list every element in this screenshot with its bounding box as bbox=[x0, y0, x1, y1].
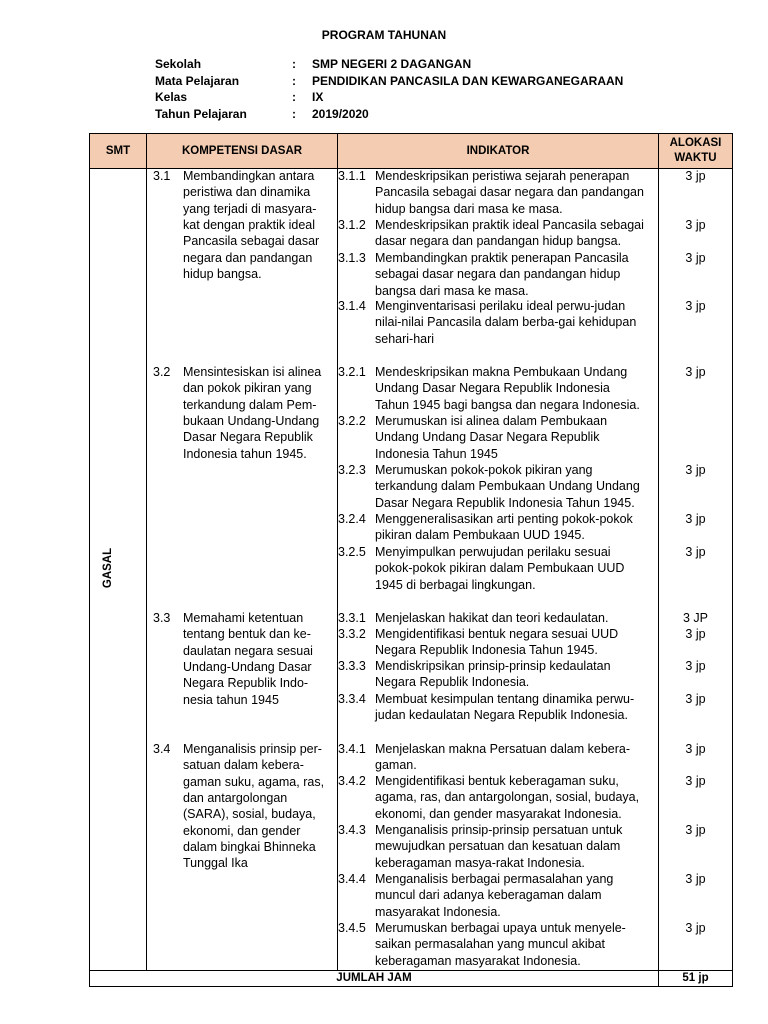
header-smt: SMT bbox=[105, 144, 131, 157]
indikator-text-line: Menyimpulkan perwujudan perilaku sesuai bbox=[375, 545, 611, 559]
indikator-number: 3.3.1 bbox=[338, 611, 366, 625]
indikator-text-line: agama, ras, dan antargolongan, sosial, budaya, bbox=[375, 790, 640, 805]
indikator-text-line: Indonesia Tahun 1945 bbox=[375, 446, 498, 461]
indikator-text-line: Mengidentifikasi bentuk negara sesuai UUD bbox=[375, 627, 619, 641]
indikator-text-line: 1945 di berbagai lingkungan. bbox=[375, 577, 536, 592]
kd-text-line: gaman suku, agama, ras, bbox=[183, 774, 325, 789]
info-label: Sekolah bbox=[155, 57, 202, 71]
info-value: PENDIDIKAN PANCASILA DAN KEWARGANEGARAAN bbox=[312, 73, 624, 88]
indikator-text-line: Merumuskan isi alinea dalam Pembukaan bbox=[375, 414, 608, 428]
indikator-text-line: Pancasila sebagai dasar negara dan pandangan bbox=[375, 185, 644, 200]
indikator-text-line: Mendeskripsikan peristiwa sejarah penerapan bbox=[375, 169, 630, 183]
indikator-text-line: Menganalisis prinsip-prinsip persatuan untuk bbox=[375, 823, 623, 837]
indikator-text-line: pokok-pokok pikiran dalam Pembukaan UUD bbox=[375, 561, 625, 576]
indikator-number: 3.4.3 bbox=[338, 823, 366, 837]
alokasi-waktu-value: 3 jp bbox=[685, 742, 706, 756]
info-value: 2019/2020 bbox=[312, 106, 369, 121]
indikator-text-line: judan kedaulatan Negara Republik Indonesia. bbox=[375, 708, 628, 723]
page-title: PROGRAM TAHUNAN bbox=[321, 28, 447, 42]
kd-text-line: peristiwa dan dinamika bbox=[183, 185, 311, 200]
column-divider bbox=[146, 134, 147, 970]
info-row-kelas bbox=[155, 89, 623, 106]
info-label: Kelas bbox=[155, 90, 188, 104]
alokasi-waktu-value: 3 jp bbox=[685, 774, 706, 788]
info-value: IX bbox=[312, 90, 324, 104]
alokasi-waktu-value: 3 jp bbox=[685, 627, 706, 641]
alokasi-waktu-value: 3 jp bbox=[685, 512, 706, 526]
footer-total-value: 51 jp bbox=[682, 972, 709, 984]
indikator-text-line: ekonomi, dan gender masyarakat Indonesia. bbox=[375, 806, 622, 821]
indikator-text-line: Tahun 1945 bagi bangsa dan negara Indonesia. bbox=[375, 397, 640, 412]
alokasi-waktu-value: 3 jp bbox=[685, 545, 706, 559]
header-alokasi-waktu bbox=[659, 134, 732, 168]
kd-text-line: Menganalisis prinsip per- bbox=[183, 742, 322, 756]
kd-number: 3.2 bbox=[153, 365, 171, 379]
kd-text-line: negara dan pandangan bbox=[183, 250, 313, 265]
indikator-number: 3.3.3 bbox=[338, 659, 366, 673]
kd-text-line: (SARA), sosial, budaya, bbox=[183, 807, 316, 822]
indikator-text-line: Membandingkan praktik penerapan Pancasila bbox=[375, 251, 629, 265]
header-waktu-line: WAKTU bbox=[674, 152, 717, 164]
indikator-text-line: Menginventarisasi perilaku ideal perwu-judan bbox=[375, 299, 626, 313]
indikator-number: 3.1.1 bbox=[338, 169, 366, 183]
indikator-text-line: masyarakat Indonesia. bbox=[375, 904, 501, 919]
indikator-text-line: hidup bangsa dari masa ke masa. bbox=[375, 201, 563, 216]
indikator-text-line: sehari-hari bbox=[375, 331, 435, 346]
alokasi-waktu-value: 3 jp bbox=[685, 823, 706, 837]
alokasi-waktu-value: 3 JP bbox=[682, 611, 708, 625]
info-block bbox=[155, 56, 623, 122]
info-colon: : bbox=[292, 57, 296, 71]
indikator-text-line: Negara Republik Indonesia. bbox=[375, 675, 530, 690]
alokasi-waktu-value: 3 jp bbox=[685, 365, 706, 379]
kd-text-line: daulatan negara sesuai bbox=[183, 643, 313, 658]
indikator-text-line: Mendeskripsikan praktik ideal Pancasila sebagai bbox=[375, 218, 644, 232]
indikator-text-line: Menganalisis berbagai permasalahan yang bbox=[375, 872, 614, 886]
kd-text-line: tentang bentuk dan ke- bbox=[183, 627, 311, 642]
indikator-number: 3.2.4 bbox=[338, 512, 366, 526]
indikator-text-line: nilai-nilai Pancasila dalam berba-gai kehidupan bbox=[375, 315, 637, 330]
indikator-number: 3.3.4 bbox=[338, 692, 366, 706]
indikator-text-line: dasar negara dan pandangan hidup bangsa. bbox=[375, 234, 622, 249]
indikator-text-line: bangsa dari masa ke masa. bbox=[375, 283, 529, 298]
alokasi-waktu-value: 3 jp bbox=[685, 299, 706, 313]
info-row-mapel bbox=[155, 73, 623, 90]
header-kompetensi-dasar: KOMPETENSI DASAR bbox=[181, 144, 303, 157]
indikator-text-line: Undang Dasar Negara Republik Indonesia bbox=[375, 381, 610, 396]
indikator-text-line: pikiran dalam Pembukaan UUD 1945. bbox=[375, 528, 585, 543]
indikator-number: 3.4.2 bbox=[338, 774, 366, 788]
alokasi-waktu-value: 3 jp bbox=[685, 921, 706, 935]
kd-text-line: dan pokok pikiran yang bbox=[183, 381, 312, 396]
header-alokasi-line: ALOKASI bbox=[669, 137, 722, 149]
kd-number: 3.1 bbox=[153, 169, 171, 183]
alokasi-waktu-value: 3 jp bbox=[685, 659, 706, 673]
indikator-text-line: terkandung dalam Pembukaan Undang Undang bbox=[375, 479, 640, 494]
info-row-sekolah bbox=[155, 56, 623, 73]
indikator-number: 3.4.5 bbox=[338, 921, 366, 935]
alokasi-waktu-value: 3 jp bbox=[685, 169, 706, 183]
indikator-number: 3.2.3 bbox=[338, 463, 366, 477]
indikator-text-line: Negara Republik Indonesia Tahun 1945. bbox=[375, 643, 598, 658]
info-label: Tahun Pelajaran bbox=[155, 106, 247, 121]
indikator-text-line: mewujudkan persatuan dan kesatuan dalam bbox=[375, 839, 621, 854]
kd-text-line: ekonomi, dan gender bbox=[183, 823, 301, 838]
kd-text-line: dan antargolongan bbox=[183, 790, 288, 805]
kd-text-line: Negara Republik Indo- bbox=[183, 676, 309, 691]
indikator-text-line: Dasar Negara Republik Indonesia Tahun 1945. bbox=[375, 495, 635, 510]
kd-number: 3.3 bbox=[153, 611, 171, 625]
header-indikator: INDIKATOR bbox=[466, 144, 530, 157]
alokasi-waktu-value: 3 jp bbox=[685, 463, 706, 477]
indikator-text-line: Merumuskan pokok-pokok pikiran yang bbox=[375, 463, 593, 477]
indikator-number: 3.4.4 bbox=[338, 872, 366, 886]
kd-text-line: terkandung dalam Pem- bbox=[183, 397, 317, 412]
indikator-number: 3.2.2 bbox=[338, 414, 366, 428]
indikator-text-line: Mendeskripsikan makna Pembukaan Undang bbox=[375, 365, 628, 379]
kd-text-line: hidup bangsa. bbox=[183, 266, 262, 281]
info-colon: : bbox=[292, 106, 296, 121]
indikator-text-line: Undang Undang Dasar Negara Republik bbox=[375, 430, 600, 445]
kd-text-line: bukaan Undang-Undang bbox=[183, 413, 320, 428]
indikator-text-line: Merumuskan berbagai upaya untuk menyele- bbox=[375, 921, 626, 935]
indikator-text-line: saikan permasalahan yang muncul akibat bbox=[375, 937, 605, 952]
kd-text-line: satuan dalam kebera- bbox=[183, 758, 304, 773]
kd-text-line: Memahami ketentuan bbox=[183, 611, 304, 625]
indikator-text-line: keberagaman masya-rakat Indonesia. bbox=[375, 855, 585, 870]
indikator-text-line: Mengidentifikasi bentuk keberagaman suku, bbox=[375, 774, 619, 788]
kd-text-line: Undang-Undang Dasar bbox=[183, 659, 312, 674]
indikator-number: 3.2.5 bbox=[338, 545, 366, 559]
indikator-text-line: Menjelaskan hakikat dan teori kedaulatan. bbox=[375, 611, 609, 625]
kd-text-line: Membandingkan antara bbox=[183, 169, 315, 183]
indikator-number: 3.2.1 bbox=[338, 365, 366, 379]
kd-text-line: kat dengan praktik ideal bbox=[183, 217, 316, 232]
indikator-number: 3.1.4 bbox=[338, 299, 366, 313]
alokasi-waktu-value: 3 jp bbox=[685, 692, 706, 706]
kd-text-line: Mensintesiskan isi alinea bbox=[183, 365, 322, 379]
semester-label: GASAL bbox=[102, 547, 114, 589]
info-value: SMP NEGERI 2 DAGANGAN bbox=[312, 57, 472, 71]
kd-text-line: Indonesia tahun 1945. bbox=[183, 446, 307, 461]
kd-text-line: yang terjadi di masyara- bbox=[183, 201, 317, 216]
indikator-text-line: muncul dari adanya keberagaman dalam bbox=[375, 888, 602, 903]
indikator-text-line: gaman. bbox=[375, 758, 417, 773]
kd-text-line: Tunggal Ika bbox=[183, 856, 248, 871]
kd-text-line: Dasar Negara Republik bbox=[183, 430, 313, 445]
indikator-number: 3.1.2 bbox=[338, 218, 366, 232]
info-label: Mata Pelajaran bbox=[155, 73, 240, 88]
kd-text-line: dalam bingkai Bhinneka bbox=[183, 839, 316, 854]
indikator-number: 3.4.1 bbox=[338, 742, 366, 756]
indikator-text-line: sebagai dasar negara dan pandangan hidup bbox=[375, 267, 621, 282]
info-row-tahun bbox=[155, 106, 623, 123]
indikator-text-line: keberagaman masyarakat Indonesia. bbox=[375, 953, 581, 968]
kd-text-line: Pancasila sebagai dasar bbox=[183, 234, 320, 249]
alokasi-waktu-value: 3 jp bbox=[685, 218, 706, 232]
indikator-text-line: Membuat kesimpulan tentang dinamika perwu- bbox=[375, 692, 635, 706]
alokasi-waktu-value: 3 jp bbox=[685, 251, 706, 265]
info-colon: : bbox=[292, 73, 296, 88]
indikator-number: 3.1.3 bbox=[338, 251, 366, 265]
indikator-text-line: Menggeneralisasikan arti penting pokok-pokok bbox=[375, 512, 633, 526]
indikator-text-line: Mendiskripsikan prinsip-prinsip kedaulatan bbox=[375, 659, 611, 673]
indikator-text-line: Menjelaskan makna Persatuan dalam kebera- bbox=[375, 742, 630, 756]
info-colon: : bbox=[292, 90, 296, 104]
footer-total-label: JUMLAH JAM bbox=[336, 972, 412, 984]
alokasi-waktu-value: 3 jp bbox=[685, 872, 706, 886]
kd-text-line: nesia tahun 1945 bbox=[183, 692, 279, 707]
indikator-number: 3.3.2 bbox=[338, 627, 366, 641]
kd-number: 3.4 bbox=[153, 742, 171, 756]
